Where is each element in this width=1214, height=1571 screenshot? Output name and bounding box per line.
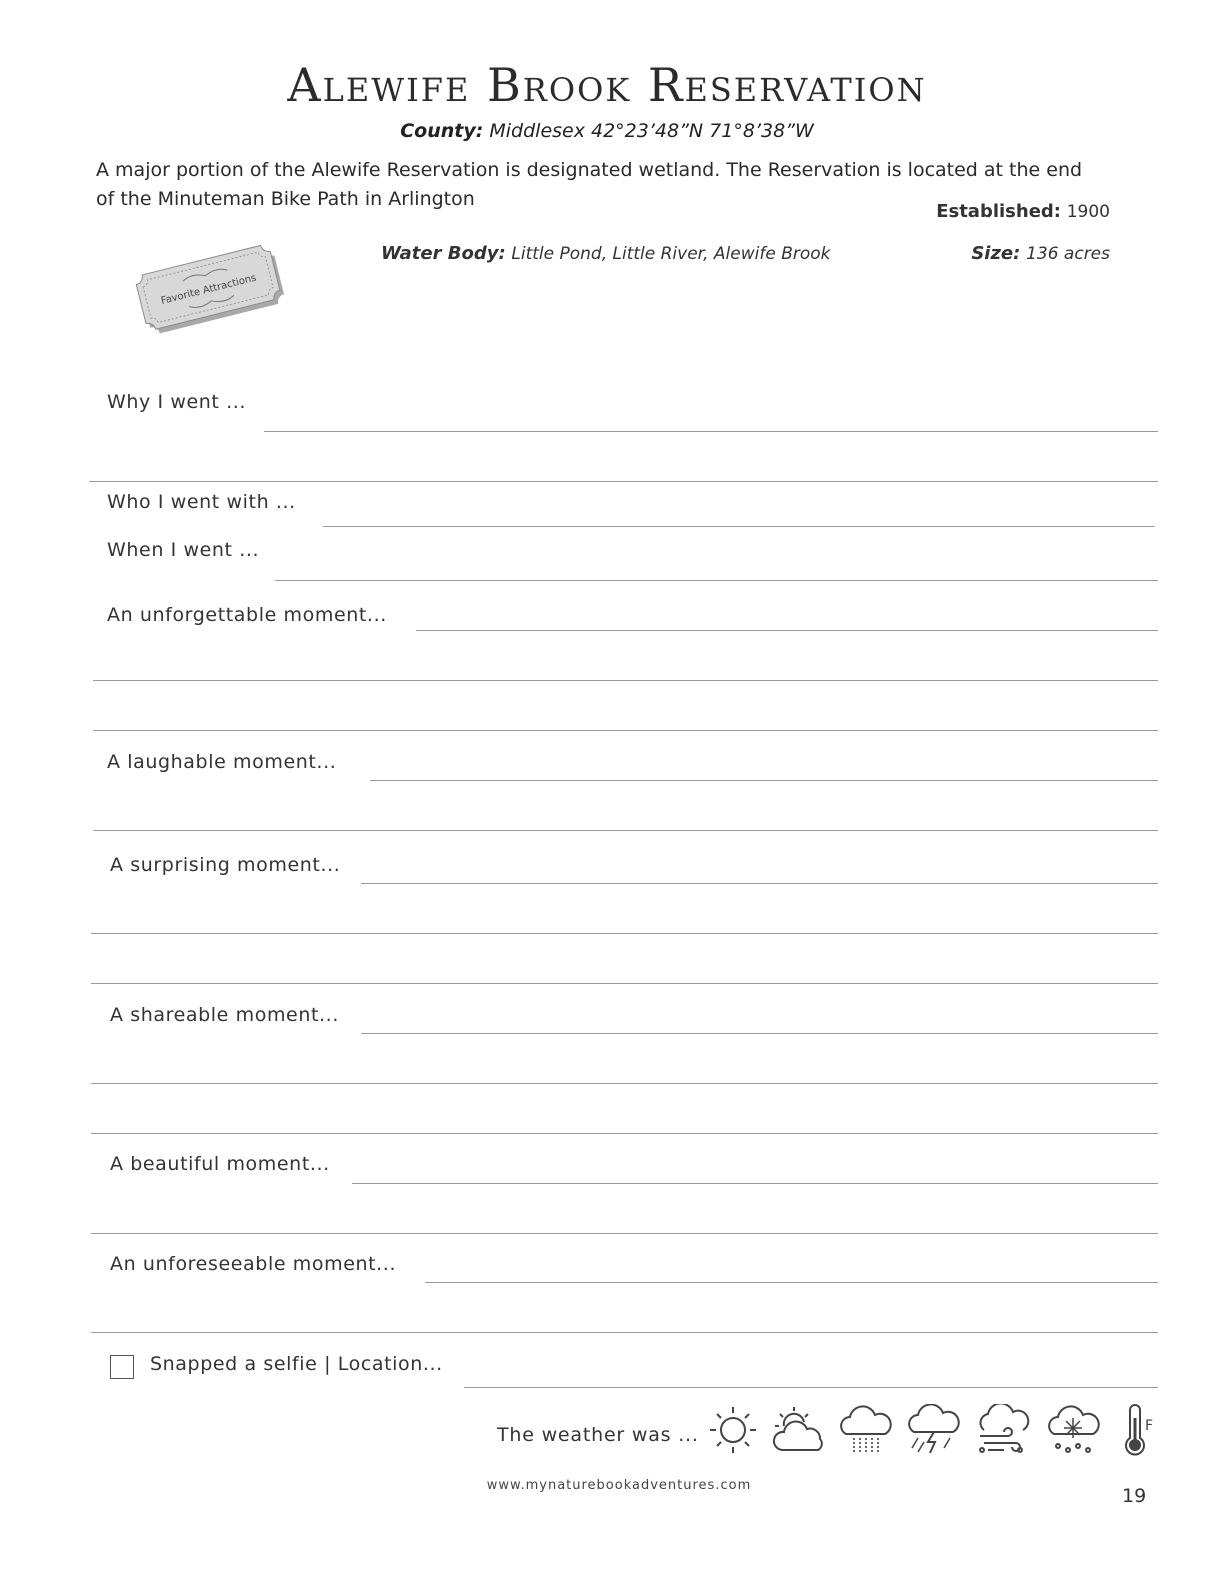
established-value: 1900 — [1066, 202, 1110, 222]
page-title: Alewife Brook Reservation — [287, 58, 927, 112]
selfie-checkbox[interactable] — [110, 1355, 134, 1379]
thermometer-unit: F — [1145, 1418, 1154, 1434]
answer-line[interactable] — [361, 1033, 1158, 1034]
website-url: www.mynaturebookadventures.com — [486, 1478, 752, 1493]
prompt-who: Who I went with ... — [107, 491, 296, 513]
answer-line[interactable] — [352, 1183, 1158, 1184]
answer-line[interactable] — [323, 526, 1155, 527]
page-number: 19 — [1122, 1485, 1147, 1507]
prompt-why: Why I went ... — [107, 391, 247, 413]
answer-line[interactable] — [91, 1083, 1158, 1084]
answer-line[interactable] — [93, 730, 1158, 731]
ticket-label: Favorite Attractions — [159, 272, 258, 307]
established-info — [936, 201, 1110, 222]
size-label: Size: — [971, 243, 1021, 264]
answer-line[interactable] — [361, 883, 1158, 884]
snow-icon[interactable] — [1044, 1404, 1102, 1456]
answer-line[interactable] — [264, 431, 1158, 432]
windy-icon[interactable] — [974, 1404, 1032, 1456]
weather-label: The weather was ... — [497, 1424, 699, 1446]
answer-line[interactable] — [416, 630, 1158, 631]
answer-line[interactable] — [464, 1387, 1158, 1388]
answer-line[interactable] — [91, 983, 1158, 984]
water-body-label: Water Body: — [381, 243, 506, 264]
answer-line[interactable] — [425, 1282, 1158, 1283]
size-value: 136 acres — [1026, 244, 1110, 264]
established-label: Established: — [936, 201, 1061, 222]
favorite-attractions-ticket — [128, 245, 294, 353]
prompt-laughable: A laughable moment... — [107, 751, 337, 773]
prompt-when: When I went ... — [107, 539, 260, 561]
answer-line[interactable] — [91, 933, 1158, 934]
rain-icon[interactable] — [836, 1404, 894, 1456]
prompt-unforeseeable: An unforeseeable moment... — [110, 1253, 397, 1275]
county-value: Middlesex 42°23’48”N 71°8’38”W — [489, 120, 814, 142]
prompt-beautiful: A beautiful moment... — [110, 1153, 330, 1175]
sun-icon[interactable] — [704, 1404, 762, 1456]
answer-line[interactable] — [275, 580, 1158, 581]
answer-line[interactable] — [93, 680, 1158, 681]
answer-line[interactable] — [370, 780, 1158, 781]
answer-line[interactable] — [91, 1332, 1158, 1333]
description: A major portion of the Alewife Reservation is designated wetland. The Reservation is located at the end of the Minuteman Bike Path in Arlington — [96, 159, 1083, 210]
prompt-unforgettable: An unforgettable moment... — [107, 604, 387, 626]
county-line — [0, 120, 1214, 142]
water-body-info — [381, 243, 831, 264]
prompt-shareable: A shareable moment... — [110, 1004, 339, 1026]
answer-line[interactable] — [91, 1133, 1158, 1134]
county-label: County: — [400, 120, 484, 142]
prompt-selfie: Snapped a selfie | Location... — [150, 1353, 443, 1375]
answer-line[interactable] — [93, 830, 1158, 831]
thermometer-icon[interactable] — [1114, 1404, 1164, 1456]
thunderstorm-icon[interactable] — [904, 1404, 962, 1456]
prompt-surprising: A surprising moment... — [110, 854, 341, 876]
answer-line[interactable] — [89, 481, 1158, 482]
size-info — [971, 243, 1110, 264]
water-body-value: Little Pond, Little River, Alewife Brook — [511, 244, 831, 264]
answer-line[interactable] — [91, 1233, 1158, 1234]
partly-cloudy-icon[interactable] — [770, 1404, 828, 1456]
